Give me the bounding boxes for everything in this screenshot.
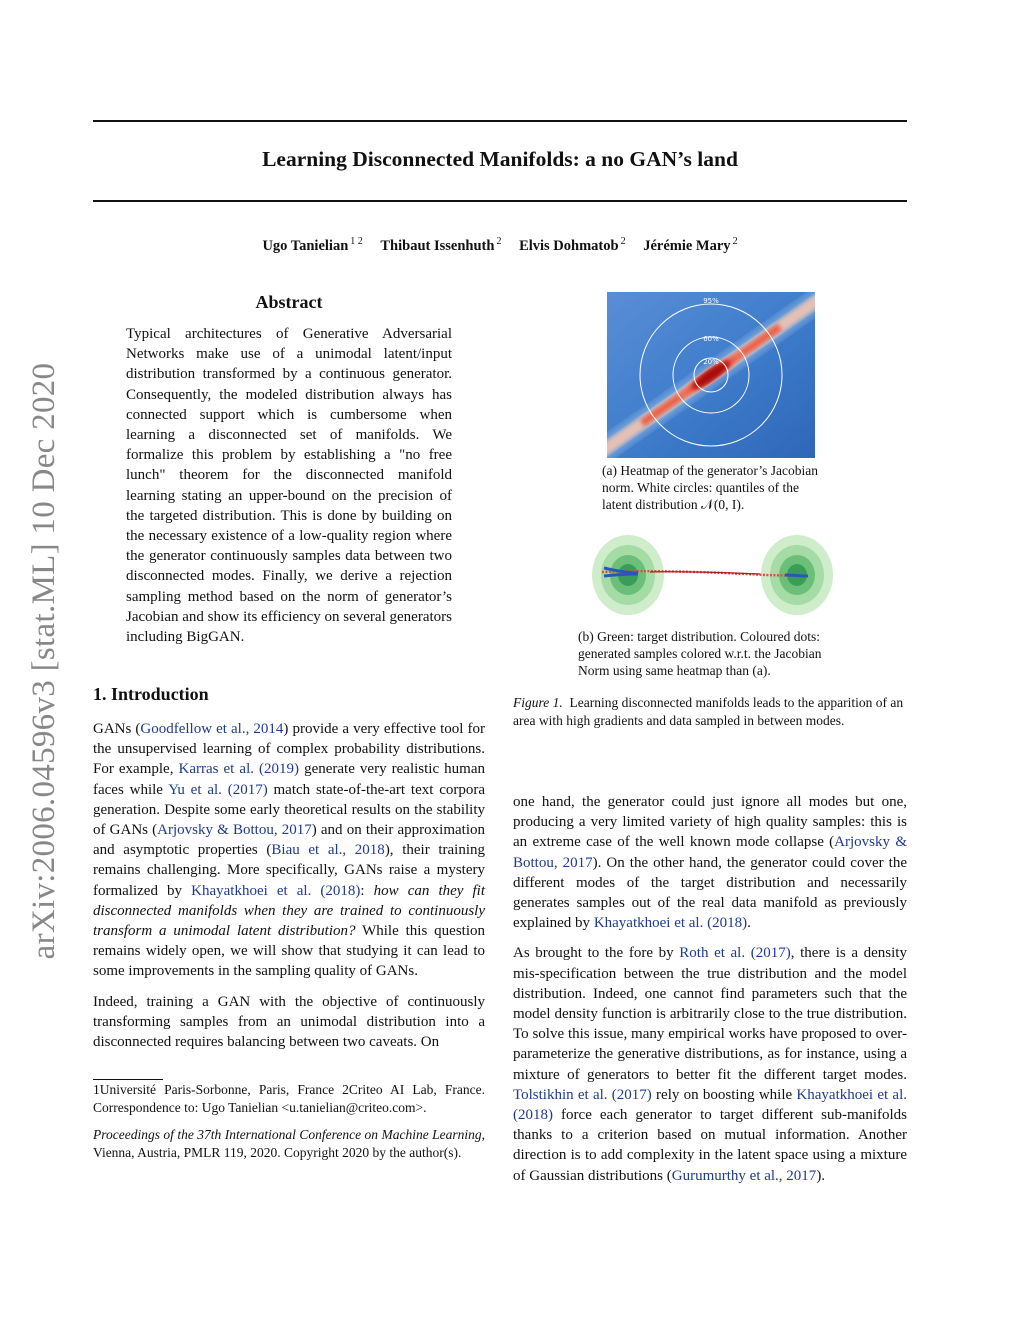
quantile-label-60: 60% <box>703 335 719 343</box>
figure-1-caption: Figure 1. Learning disconnected manifolds leads to the apparition of an area with high gradients and data sampled in between modes. <box>513 695 904 728</box>
citation-link[interactable]: Khayatkhoei et al. (2018) <box>191 882 361 899</box>
author: Ugo Tanielian $^{1 2}$ <box>262 236 363 254</box>
figure-label: Figure 1. <box>513 695 563 710</box>
jacobian-heatmap-figure <box>607 292 815 458</box>
intro-paragraph-2: Indeed, training a GAN with the objective of continuously transforming samples from an unimodal distribution into a disconnected requires balancing between two caveats. On <box>93 993 485 1051</box>
citation-link[interactable]: Goodfellow et al., 2014 <box>140 721 284 737</box>
citation-link[interactable]: Karras et al. (2019) <box>178 761 300 778</box>
abstract-text: Typical architectures of Generative Adversarial Networks make use of a unimodal latent/input distribution transformed by a continuous generator. Consequently, the modeled distribution always has connected support which is cumbersome when learning a disconnected set of manifolds. We formalize this problem by establishing a "no free lunch" theorem for the disconnected manifold learning stating an upper-bound on the precision of the targeted distribution. This is done by building on the necessary existence of a low-quality region where the generator continuously samples data between two disconnected modes. Finally, we derive a rejection sampling method based on the norm of generator’s Jacobian and show its efficiency on several generators including BigGAN. <box>126 326 452 646</box>
intro-paragraph-3: one hand, the generator could just ignore all modes but one, producing a very limited variety of high quality samples: this is an extreme case of the well known mode collapse (Arjovsky & Bottou, 2017). On the other hand, the generator could cover the different modes of the target distribution and necessarily generates samples out of the real data manifold as previously explained by Khayatkhoei et al. (2018). <box>513 794 907 932</box>
quantile-label-20: 20% <box>703 358 719 366</box>
paper-title: Learning Disconnected Manifolds: a no GAN’s land <box>262 147 738 171</box>
abstract-heading: Abstract <box>255 292 323 312</box>
title-bottom-rule <box>93 200 907 202</box>
citation-link[interactable]: Gurumurthy et al., 2017 <box>671 1167 817 1184</box>
subfigure-b-caption: (b) Green: target distribution. Coloured dots: generated samples colored w.r.t. the Jacobian Norm using same heatmap than (a). <box>578 629 822 678</box>
footnote-proceedings: Proceedings of the 37th International Conference on Machine Learning, Vienna, Austria, PMLR 119, 2020. Copyright 2020 by the author(s). <box>93 1127 485 1160</box>
arxiv-sidebar-stamp: arXiv:2006.04596v3 [stat.ML] 10 Dec 2020 <box>26 362 62 960</box>
footnote <box>93 1081 485 1171</box>
left-column-body <box>93 719 485 1062</box>
author: Thibaut Issenhuth $^2$ <box>380 236 502 254</box>
intro-paragraph-4: As brought to the fore by Roth et al. (2017), there is a density mis-specification between the true distribution and the model distribution. Indeed, one cannot find parameters such that the model density function is arbitrarily close to the true distribution. To solve this issue, many empirical works have proposed to over-parameterize the generative distributions, as for instance, using a mixture of generators to better fit the different target modes. Tolstikhin et al. (2017) rely on boosting while Khayatkhoei et al. (2018) force each generator to target different sub-manifolds thanks to a criterion based on mutual information. Another direction is to add complexity in the latent space using a mixture of Gaussian distributions (Gurumurthy et al., 2017). <box>513 945 907 1184</box>
author: Elvis Dohmatob $^2$ <box>519 236 626 254</box>
citation-link[interactable]: Khayatkhoei et al. (2018) <box>513 1086 907 1124</box>
section-heading-introduction: 1. Introduction <box>93 684 209 704</box>
citation-link[interactable]: Tolstikhin et al. (2017) <box>513 1086 652 1103</box>
right-column-body <box>513 792 907 1196</box>
intro-paragraph-1: GANs (Goodfellow et al., 2014) provide a very effective tool for the unsupervised learning of complex probability distributions. For example, Karras et al. (2019) generate very realistic human faces while Yu et al. (2017) match state-of-the-art text corpora generation. Despite some early theoretical results on the stability of GANs (Arjovsky & Bottou, 2017) and on their approximation and asymptotic properties (Biau et al., 2018), their training remains challenging. More specifically, GANs raise a mystery formalized by Khayatkhoei et al. (2018): how can they fit disconnected manifolds when they are trained to continuously transform a unimodal latent distribution? While this question remains widely open, we will show that studying it can lead to some improvements in the sampling quality of GANs. <box>93 721 486 980</box>
target-distribution-figure <box>590 530 835 620</box>
citation-link[interactable]: Biau et al., 2018 <box>271 842 385 859</box>
title-top-rule <box>93 120 907 122</box>
citation-link[interactable]: Roth et al. (2017) <box>679 945 791 962</box>
subfigure-a-caption: (a) Heatmap of the generator’s Jacobian norm. White circles: quantiles of the latent distribution 𝒩(0, I). <box>602 463 819 512</box>
citation-link[interactable]: Arjovsky & Bottou, 2017 <box>513 834 907 871</box>
author: Jérémie Mary $^2$ <box>643 236 738 254</box>
right-mode-samples <box>785 575 808 576</box>
footnote-rule <box>93 1079 163 1080</box>
abstract-body <box>126 324 452 647</box>
citation-link[interactable]: Yu et al. (2017) <box>168 781 268 798</box>
citation-link[interactable]: Khayatkhoei et al. (2018) <box>593 915 748 932</box>
author-list <box>93 236 907 255</box>
citation-link[interactable]: Arjovsky & Bottou, 2017 <box>157 822 312 839</box>
footnote-affiliations: 1Université Paris-Sorbonne, Paris, France 2Criteo AI Lab, France. Correspondence to: Ugo Tanielian <u.tanielian@criteo.com>. <box>93 1082 485 1115</box>
quantile-label-95: 95% <box>703 297 719 305</box>
